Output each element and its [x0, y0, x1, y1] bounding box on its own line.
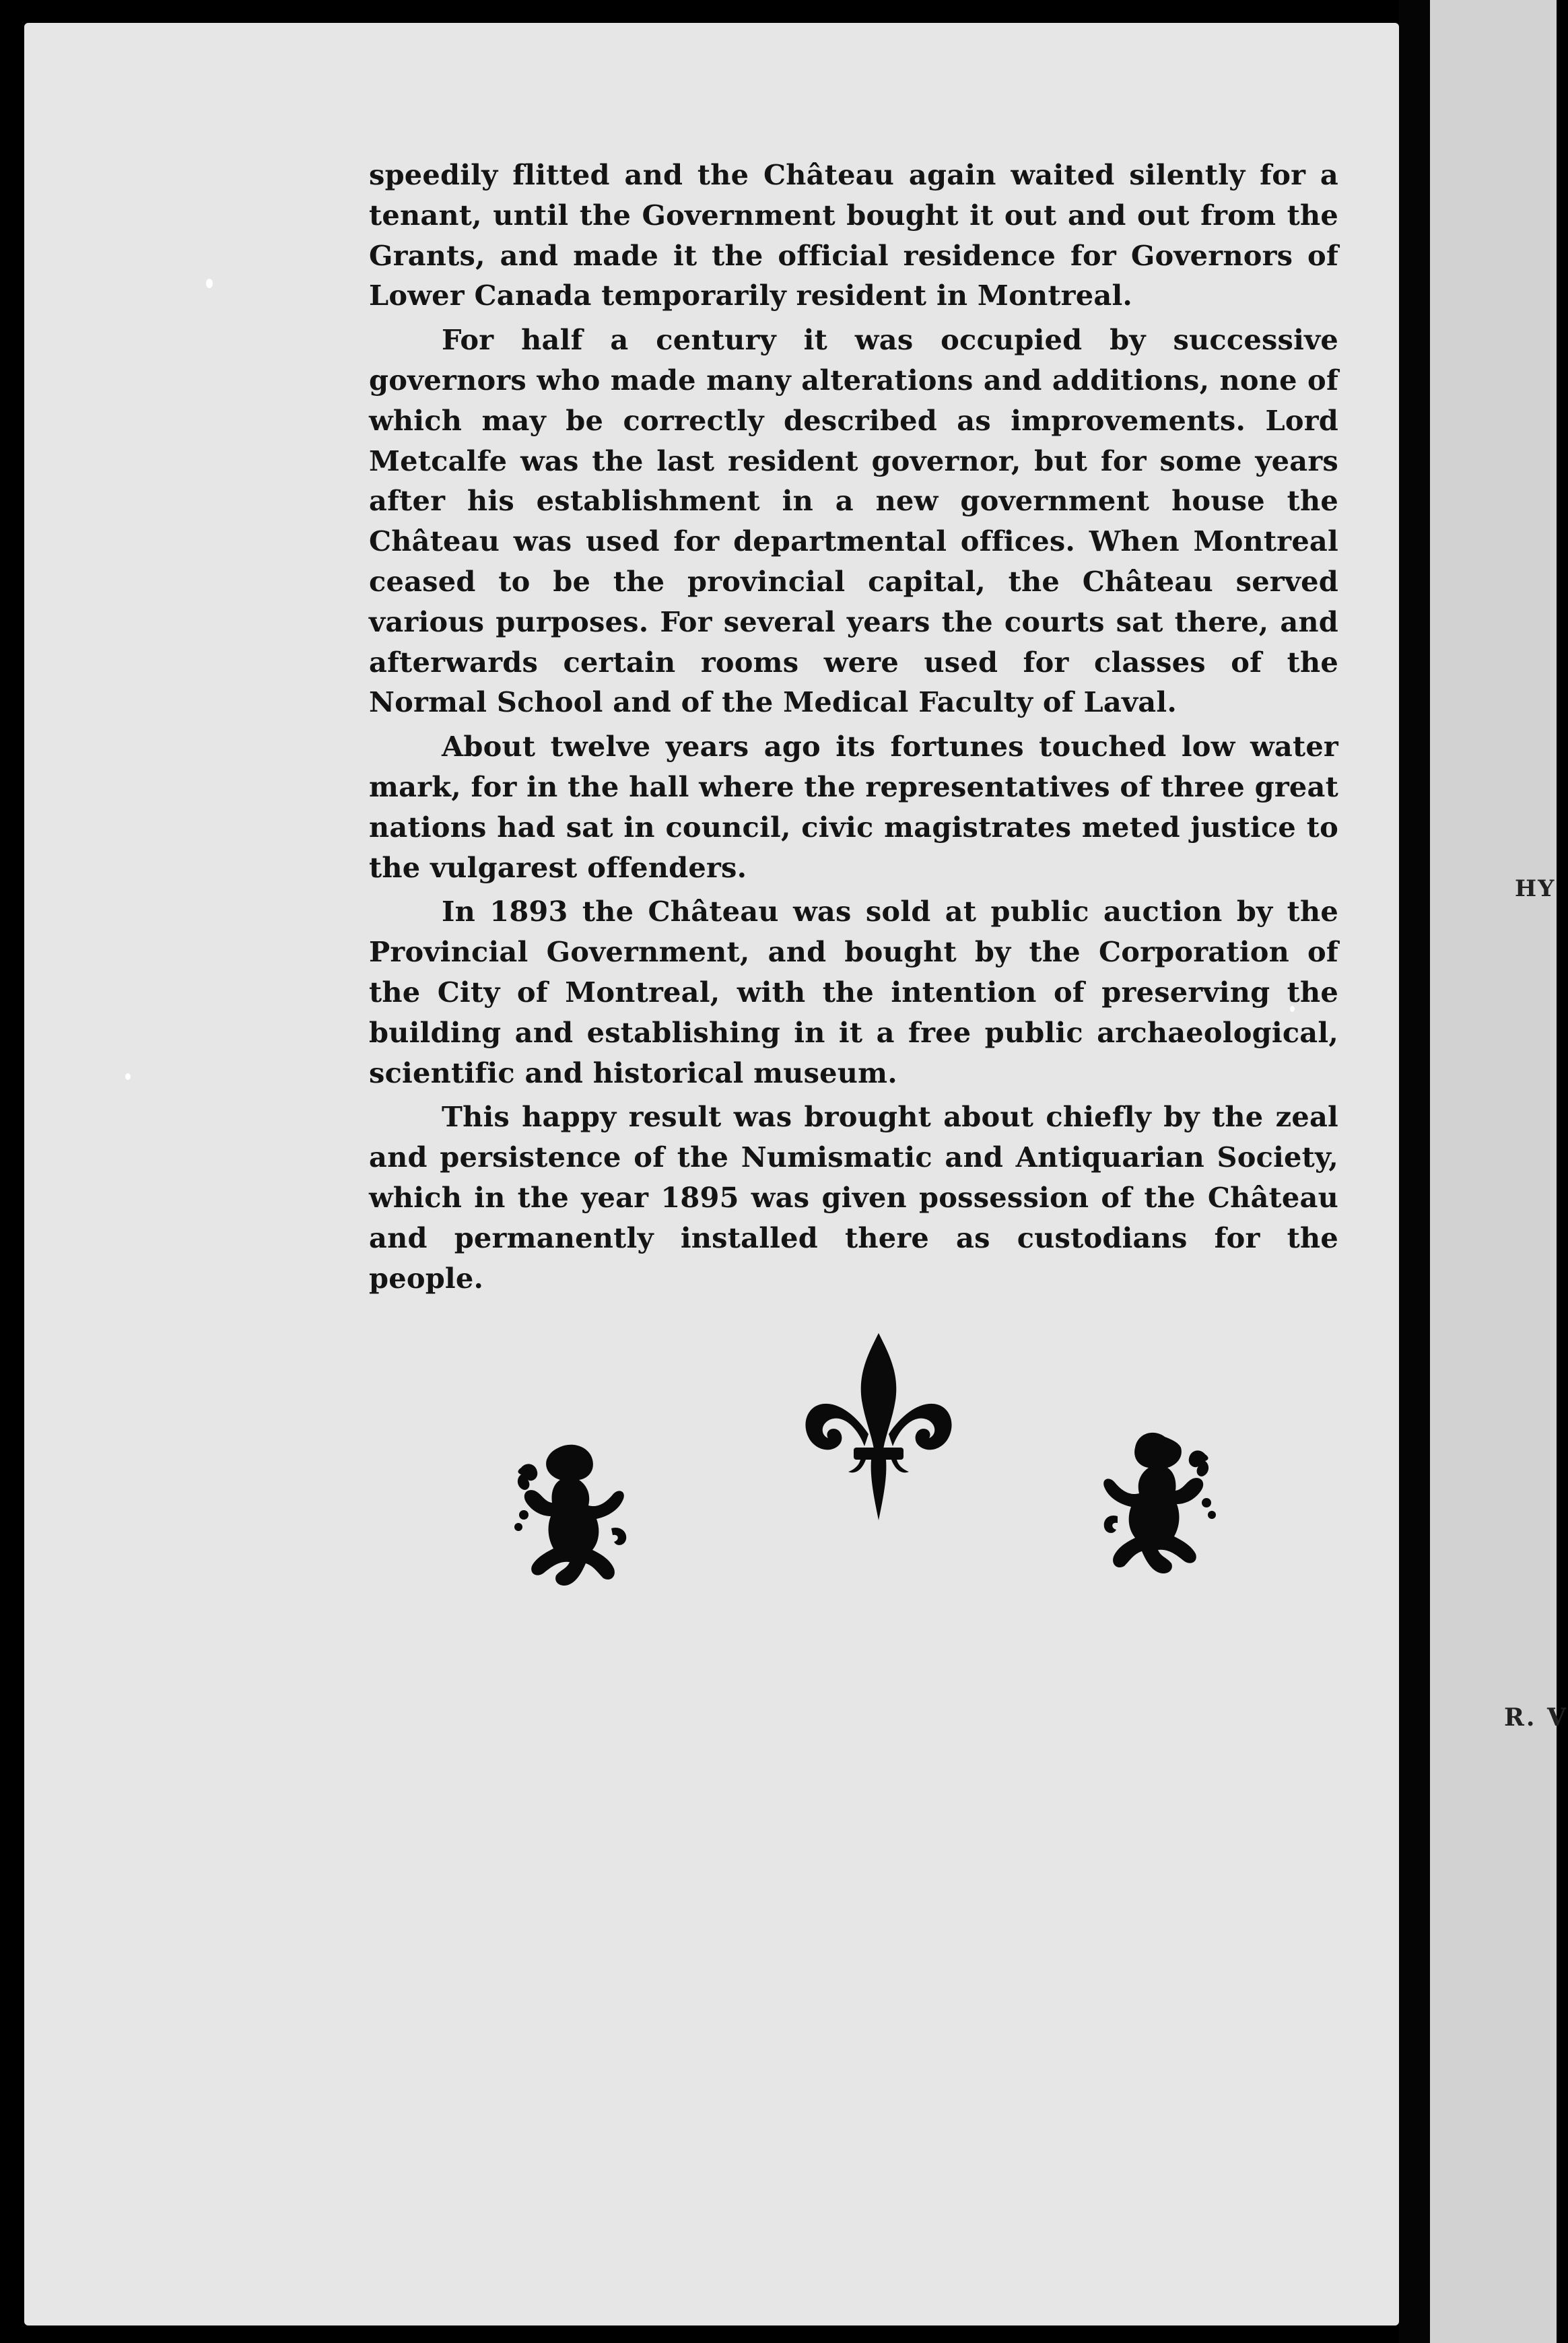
facing-page-edge — [1430, 0, 1557, 2343]
lion-rampant-icon — [1097, 1427, 1219, 1582]
ornament-row — [471, 1333, 1279, 1589]
paragraph: speedily flitted and the Château again waited silently for a tenant, until the Government bought it out and out from the Grants, and made it the official residence for Governors of Lower Canada temporarily resident in Montreal. — [369, 158, 1338, 312]
paragraph: For half a century it was occupied by successive governors who made many alterations and additions, none of which may be correctly described as improvements. Lord Metcalfe was the last resident governor, but for some years after his establishment in a new government house the Château was used for departmental offices. When Montreal ceased to be the provincial capital, the Château served various purposes. For several years the courts sat there, and afterwards certain rooms were used for classes of the Normal School and of the Medical Faculty of Laval. — [369, 323, 1338, 719]
paragraph: This happy result was brought about chiefly by the zeal and persistence of the Numismatic and Antiquarian Society, which in the year 1895 was given possession of the Château and permanently installed there as custodians for the people. — [369, 1100, 1338, 1295]
paragraph: In 1893 the Château was sold at public auction by the Provincial Government, and bought by the Corporation of the City of Montreal, with the intention of preserving the building and establishing in it a free public archaeological, scientific and historical museum. — [369, 895, 1338, 1089]
body-text — [369, 155, 1338, 1302]
fleur-de-lis-icon — [801, 1333, 956, 1522]
facing-page-fragment-bottom: R. V — [1504, 1703, 1568, 1732]
book-spine — [1399, 0, 1430, 2343]
facing-page-fragment-top: HY — [1515, 875, 1556, 902]
lion-rampant-icon — [512, 1441, 633, 1589]
paragraph: About twelve years ago its fortunes touched low water mark, for in the hall where the representatives of three great nations had sat in council, civic magistrates meted justice to the vulgarest offenders. — [369, 730, 1338, 884]
